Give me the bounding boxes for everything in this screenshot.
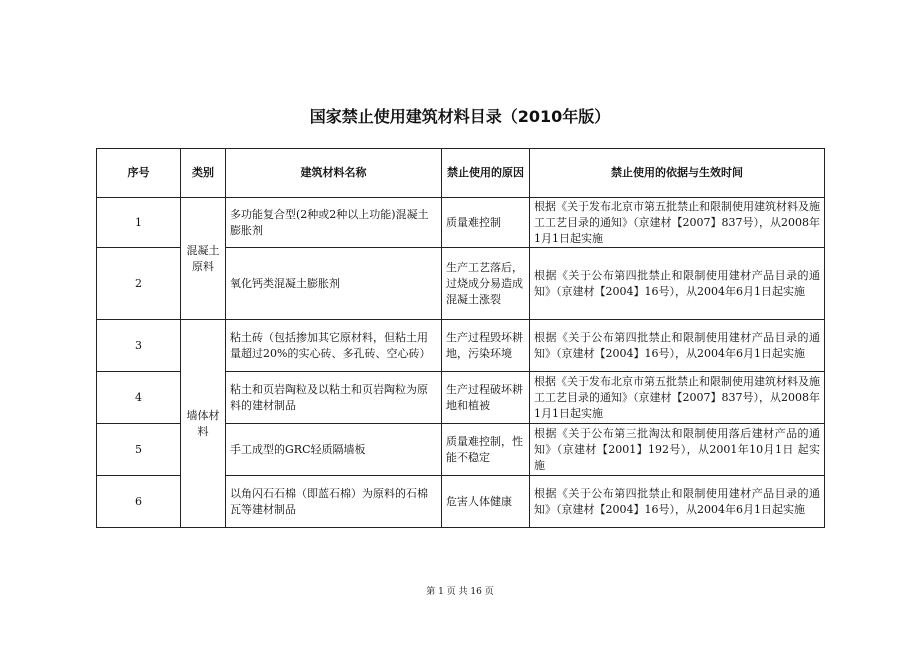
ban-basis: 根据《关于公布第三批淘汰和限制使用落后建材产品的通知》（京建材【2001】192号），从2001年10月1日 起实施 [530, 424, 825, 476]
table-row [97, 320, 825, 372]
ban-basis: 根据《关于公布第四批禁止和限制使用建材产品目录的通知》（京建材【2004】16号），从2004年6月1日起实施 [530, 320, 825, 372]
ban-reason: 危害人体健康 [442, 476, 530, 528]
material-name: 以角闪石石棉（即蓝石棉）为原料的石棉瓦等建材制品 [226, 476, 442, 528]
ban-reason: 质量难控制，性能不稳定 [442, 424, 530, 476]
material-name: 粘土和页岩陶粒及以粘土和页岩陶粒为原料的建材制品 [226, 372, 442, 424]
row-num: 4 [97, 372, 181, 424]
ban-basis: 根据《关于公布第四批禁止和限制使用建材产品目录的通知》（京建材【2004】16号），从2004年6月1日起实施 [530, 248, 825, 320]
category-concrete: 混凝土原料 [181, 198, 226, 320]
header-name: 建筑材料名称 [226, 149, 442, 198]
ban-reason: 生产过程破坏耕地和植被 [442, 372, 530, 424]
page-footer: 第 1 页 共 16 页 [426, 587, 494, 597]
ban-basis: 根据《关于发布北京市第五批禁止和限制使用建筑材料及施工工艺目录的通知》（京建材【2007】837号），从2008年1月1日起实施 [530, 372, 825, 424]
ban-reason: 质量难控制 [442, 198, 530, 248]
document-title: 国家禁止使用建筑材料目录（2010年版） [309, 107, 611, 126]
ban-reason: 生产工艺落后，过烧成分易造成混凝土涨裂 [442, 248, 530, 320]
table-row [97, 198, 825, 248]
header-row [97, 149, 825, 198]
header-basis: 禁止使用的依据与生效时间 [530, 149, 825, 198]
row-num: 2 [97, 248, 181, 320]
ban-basis: 根据《关于发布北京市第五批禁止和限制使用建筑材料及施工工艺目录的通知》（京建材【2007】837号），从2008年1月1日起实施 [530, 198, 825, 248]
materials-table [96, 148, 825, 528]
material-name: 多功能复合型(2种或2种以上功能)混凝土膨胀剂 [226, 198, 442, 248]
material-name: 手工成型的GRC轻质隔墙板 [226, 424, 442, 476]
ban-reason: 生产过程毁坏耕地，污染环境 [442, 320, 530, 372]
ban-basis: 根据《关于公布第四批禁止和限制使用建材产品目录的通知》（京建材【2004】16号），从2004年6月1日起实施 [530, 476, 825, 528]
row-num: 3 [97, 320, 181, 372]
material-name: 粘土砖（包括掺加其它原材料，但粘土用量超过20%的实心砖、多孔砖、空心砖） [226, 320, 442, 372]
category-wall: 墙体材料 [181, 320, 226, 528]
header-reason: 禁止使用的原因 [442, 149, 530, 198]
header-num: 序号 [97, 149, 181, 198]
row-num: 6 [97, 476, 181, 528]
header-category: 类别 [181, 149, 226, 198]
material-name: 氧化钙类混凝土膨胀剂 [226, 248, 442, 320]
row-num: 1 [97, 198, 181, 248]
row-num: 5 [97, 424, 181, 476]
